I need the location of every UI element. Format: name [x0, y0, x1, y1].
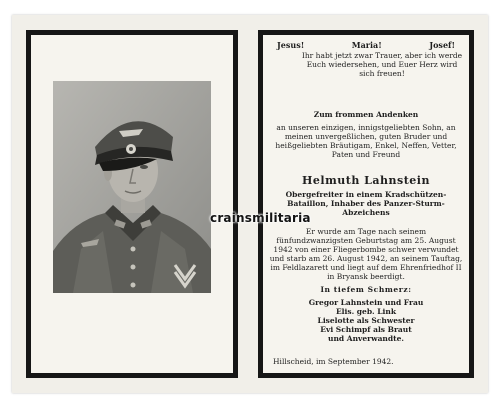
invocation-header — [277, 40, 455, 50]
family-line: Elis. geb. Link — [335, 307, 397, 316]
sorrow-title: In tiefem Schmerz: — [320, 285, 412, 294]
bible-verse: Ihr habt jetzt zwar Trauer, aber ich werde Euch wiedersehen, und Euer Herz wird sich freuen! — [301, 51, 463, 78]
memory-title: Zum frommen Andenken — [313, 110, 419, 119]
family-list — [263, 298, 469, 343]
memory-text: an unseren einzigen, innigstgeliebten Sohn, an meinen unvergeßlichen, guten Bruder und heißgeliebten Bräutigam, Enkel, Neffen, Vetter, Paten und Freund — [275, 123, 457, 159]
death-account: Er wurde am Tage nach seinem fünfundzwanzigsten Geburtstag am 25. August 1942 von einer Fliegerbombe schwer verwundet und starb am 26. August 1942, an seinem Tauftag, im Feldlazarett und liegt auf dem Ehrenfriedhof II in Bryansk beerdigt. — [269, 227, 463, 281]
invocation-word: Josef! — [429, 40, 455, 50]
place-date: Hillscheid, im September 1942. — [273, 357, 394, 366]
watermark: crainsmilitaria — [210, 211, 311, 225]
family-line: und Anverwandte. — [328, 334, 404, 343]
deceased-name: Helmuth Lahnstein — [302, 174, 430, 187]
family-line: Evi Schimpf als Braut — [320, 325, 412, 334]
text-panel — [258, 30, 474, 378]
soldier-portrait-photo — [53, 81, 211, 293]
invocation-word: Maria! — [351, 40, 382, 50]
photo-panel — [26, 30, 238, 378]
invocation-word: Jesus! — [277, 40, 305, 50]
deceased-rank: Obergefreiter in einem Kradschützen-Bataillon, Inhaber des Panzer-Sturm-Abzeichens — [285, 190, 447, 217]
soldier-portrait-image — [53, 81, 211, 293]
death-card — [12, 15, 488, 393]
family-line: Gregor Lahnstein und Frau — [308, 298, 424, 307]
family-line: Liselotte als Schwester — [317, 316, 415, 325]
